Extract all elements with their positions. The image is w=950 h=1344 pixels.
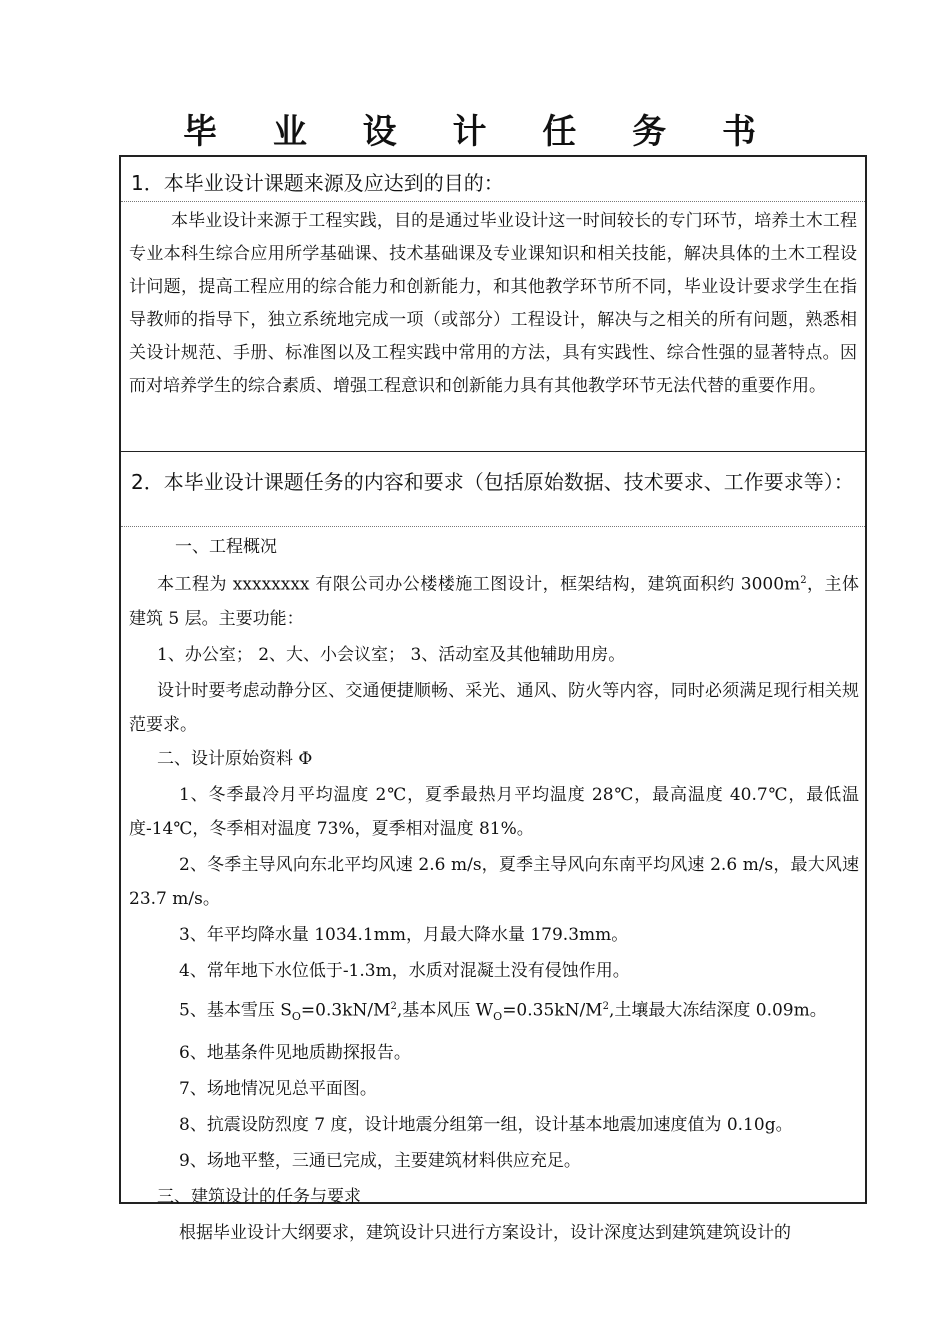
data-item-1: 1、冬季最冷月平均温度 2℃，夏季最热月平均温度 28℃，最高温度 40.7℃，最低温度-14℃，冬季相对温度 73%，夏季相对温度 81%。 <box>129 784 859 839</box>
functions-list: 1、办公室； 2、大、小会议室； 3、活动室及其他辅助用房。 <box>157 644 626 665</box>
section1-heading: 1．本毕业设计课题来源及应达到的目的： <box>121 169 865 202</box>
overview-paragraph: 本工程为 xxxxxxxx 有限公司办公楼楼施工图设计，框架结构，建筑面积约 $3000m^2$，主体建筑 5 层。主要功能： <box>129 574 860 629</box>
section2-heading: 2．本毕业设计课题任务的内容和要求（包括原始数据、技术要求、工作要求等）： <box>121 468 865 527</box>
part3-body: 根据毕业设计大纲要求，建筑设计只进行方案设计，设计深度达到建筑建筑设计的 <box>179 1222 791 1243</box>
data-item-6: 6、地基条件见地质勘探报告。 <box>179 1042 411 1063</box>
data-item-9: 9、场地平整，三通已完成，主要建筑材料供应充足。 <box>179 1150 581 1171</box>
part1-title: 一、工程概况 <box>175 537 277 557</box>
data-item-2: 2、冬季主导风向东北平均风速 2.6 m/s，夏季主导风向东南平均风速 2.6 m/s，最大风速 23.7 m/s。 <box>129 854 859 909</box>
part2-title: 二、设计原始资料 Φ <box>157 748 313 769</box>
data-item-5: 5、基本雪压 $S_O=0.3kN/M^2$,基本风压 $W_O=0.35kN/M^2$,土壤最大冻结深度 0.09m。 <box>179 1000 827 1023</box>
part3-title: 三、建筑设计的任务与要求 <box>157 1186 361 1207</box>
section2-body <box>129 530 859 1250</box>
task-table <box>119 155 867 1243</box>
data-item-8: 8、抗震设防烈度 7 度，设计地震分组第一组，设计基本地震加速度值为 0.10g。 <box>179 1114 793 1135</box>
section1-body: 本毕业设计来源于工程实践，目的是通过毕业设计这一时间较长的专门环节，培养土木工程专业本科生综合应用所学基础课、技术基础课及专业课知识和相关技能，解决具体的土木工程设计问题，提高工程应用的综合能力和创新能力，和其他教学环节所不同，毕业设计要求学生在指导教师的指导下，独立系统地完成一项（或部分）工程设计，解决与之相关的所有问题，熟悉相关设计规范、手册、标准图以及工程实践中常用的方法，具有实践性、综合性强的显著特点。因而对培养学生的综合素质、增强工程意识和创新能力具有其他教学环节无法代替的重要作用。 <box>129 211 857 396</box>
data-item-3: 3、年平均降水量 1034.1mm，月最大降水量 179.3mm。 <box>179 924 629 945</box>
design-requirement: 设计时要考虑动静分区、交通便捷顺畅、采光、通风、防火等内容，同时必须满足现行相关规范要求。 <box>129 680 859 735</box>
data-item-7: 7、场地情况见总平面图。 <box>179 1078 377 1099</box>
data-item-4: 4、常年地下水位低于-1.3m，水质对混凝土没有侵蚀作用。 <box>179 960 630 981</box>
page-title: 毕 业 设 计 任 务 书 <box>182 112 779 152</box>
section-divider <box>121 451 865 452</box>
